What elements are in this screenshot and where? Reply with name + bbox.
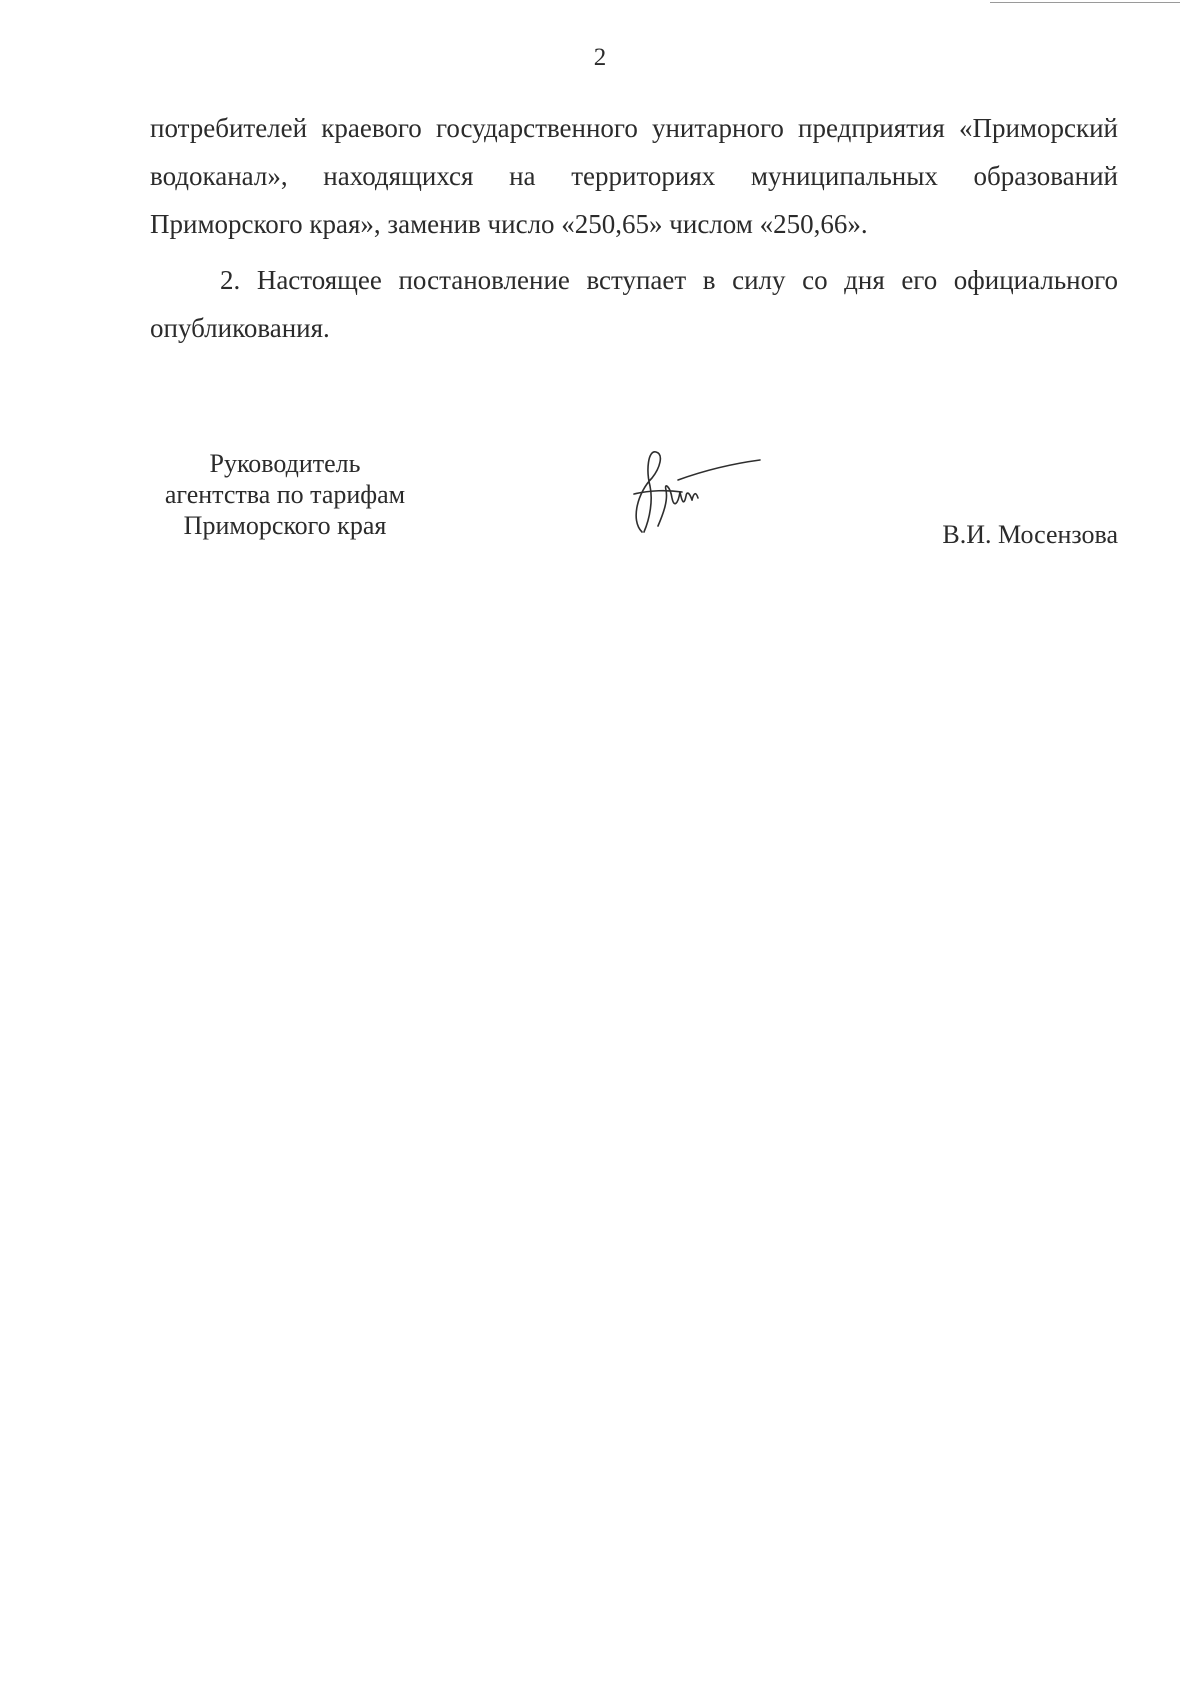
- paragraph-continued: потребителей краевого государственного унитарного предприятия «Приморский водоканал», находящихся на территориях муниципальных образований Приморского края», заменив число «250,65» числом «250,66».: [150, 113, 1118, 239]
- paragraph-effective-date: 2. Настоящее постановление вступает в силу со дня его официального опубликования.: [150, 265, 1118, 343]
- handwritten-signature-icon: [620, 446, 765, 538]
- signatory-title: [140, 448, 430, 541]
- signatory-title-line-1: Руководитель: [209, 449, 361, 478]
- signatory-title-line-3: Приморского края: [183, 511, 387, 540]
- document-body: [150, 104, 1118, 352]
- signatory-title-line-2: агентства по тарифам: [164, 480, 406, 509]
- page-number: 2: [593, 44, 607, 71]
- signer-name: В.И. Мосензова: [942, 520, 1118, 549]
- top-edge-rule: [990, 2, 1180, 3]
